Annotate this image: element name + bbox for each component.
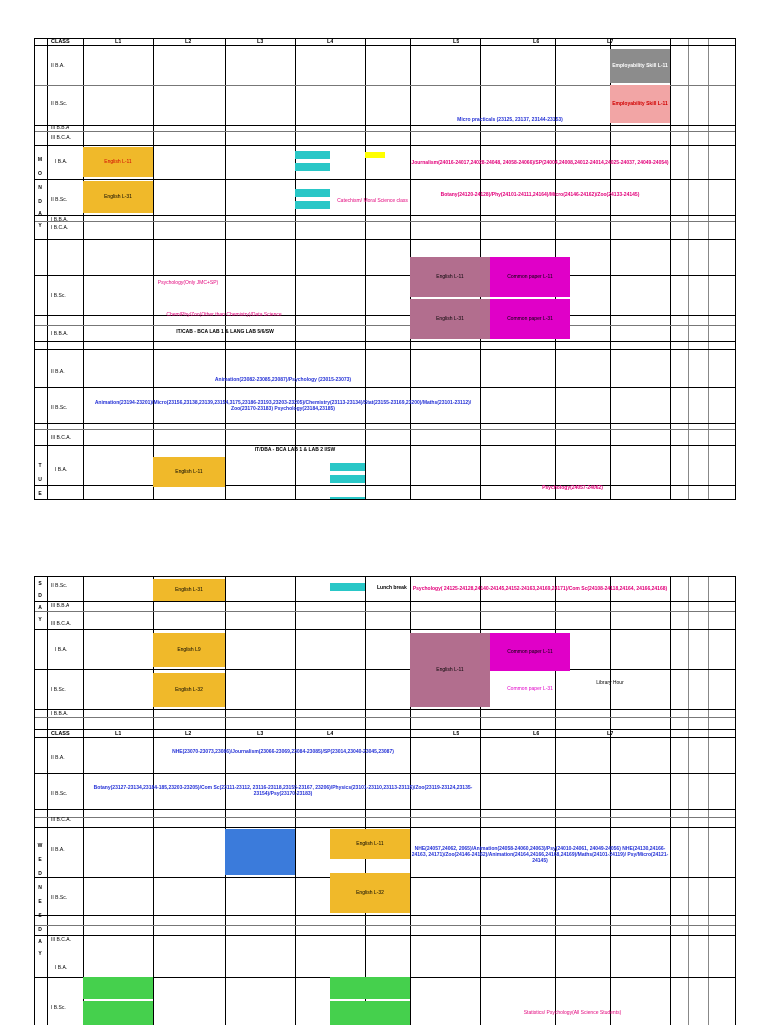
chem-phy-zoo-block: Chem/Phy/Zoo(Other than Chemistry)/Data Science [166, 312, 282, 318]
lab-banner: IT/CAB - BCA LAB 1 & LANG LAB 5/6/SW [176, 329, 274, 335]
grid-line [35, 125, 735, 126]
employability-block: Employability Skill L-11 [610, 49, 670, 83]
employability-block: Employability Skill L-11 [610, 85, 670, 123]
class-label: II B.Sc. [51, 895, 68, 901]
grid-line [47, 39, 48, 499]
class-label: I B.A. [55, 647, 68, 653]
grid-line [35, 145, 735, 146]
english-block: English L-31 [410, 299, 490, 339]
header-l1: L1 [115, 39, 122, 45]
subject-cell [295, 189, 330, 197]
nhe-wed-block: NHE(24057,24062, 2065)/Animation(24058-24060,24063)/Psy(24010-24061, 24049-24056) NHE(24130,24166-24163, 24171)/Zoo(24146-24162)/Animation(24164,24166,24168,24169)/Maths(24101-24119)/ Psy/Micro(24121-24145) [411, 846, 669, 864]
day-letter: D [38, 593, 42, 599]
common-paper-block: Common paper L-11 [490, 257, 570, 297]
subject-cell [83, 1001, 153, 1025]
subject-cell [225, 829, 295, 875]
grid-line [35, 349, 735, 350]
grid-line [610, 577, 611, 1025]
grid-line [35, 429, 735, 430]
timetable-sheet-1 [34, 38, 736, 500]
grid-line [35, 275, 735, 276]
english-block: English L-11 [330, 829, 410, 859]
class-label: III B.C.A. [51, 817, 72, 823]
grid-line [35, 325, 735, 326]
header-l6: L6 [533, 39, 540, 45]
grid-line [47, 577, 48, 1025]
class-label: I B.A. [55, 159, 68, 165]
class-label: I B.B.A. [51, 217, 68, 223]
day-letter: M [37, 157, 43, 163]
class-label: I B.Sc. [51, 293, 66, 299]
day-letter: W [37, 843, 43, 849]
english-block: English L-31 [153, 579, 225, 601]
subject-cell [330, 497, 365, 499]
class-label: I B.B.A. [51, 711, 68, 717]
botany-block: Botany(23127-23134,23184-185,23203-23205)/Com Sc(23111-23112, 23116-23118,23155-23167, 23206)/Physics(23101-23110,23113-23115)/Zoo(23119-23124,23135-23154)/Psy(23170-23183) [93, 785, 473, 797]
grid-line [35, 45, 735, 46]
grid-line [670, 39, 671, 499]
class-label: I B.Sc. [51, 1005, 66, 1011]
grid-line [35, 737, 735, 738]
subject-cell [83, 977, 153, 999]
class-label: II B.Sc. [51, 197, 68, 203]
day-letter: O [38, 171, 42, 177]
header-l4: L4 [327, 39, 334, 45]
subject-cell [365, 152, 385, 158]
header-l4: L4 [327, 731, 334, 737]
class-label: II B.Sc. [51, 583, 68, 589]
day-letter: T [38, 463, 42, 469]
psychology-block: Psychology(Only JMC+SP) [157, 280, 219, 286]
day-letter: E [38, 899, 42, 905]
class-label: III B.C.A. [51, 937, 72, 943]
grid-line [35, 215, 735, 216]
class-label: II B.A. [51, 63, 65, 69]
header-l2: L2 [185, 39, 192, 45]
botany-block: Botany(24120-24128)/Phy(24101-24111,24164)/Micro(24146-24162)/Zoo(24133-24145) [440, 192, 640, 198]
grid-line [688, 577, 689, 1025]
day-letter: A [38, 605, 42, 611]
class-label: II B.A. [51, 847, 65, 853]
grid-line [35, 669, 735, 670]
subject-cell [295, 151, 330, 159]
class-label: I B.Sc. [51, 687, 66, 693]
day-letter: U [38, 477, 42, 483]
class-label: III B.B.A [51, 603, 70, 609]
grid-line [35, 221, 735, 222]
subject-cell [330, 583, 365, 591]
animation-block: Animation(23194-23201)/Micro(23156,23138,23139,23154,3175,23186-23193,23203-23205)/Chemistry(23113-23134)/Stat(23155-23169,23200)/Maths(23101-23112)/ Zoo(23170-23183) Psychology(23184,23185) [94, 400, 472, 412]
class-label: II B.A. [51, 369, 65, 375]
grid-line [35, 717, 735, 718]
header-l2: L2 [185, 731, 192, 737]
day-letter: Y [38, 951, 42, 957]
grid-line [35, 773, 735, 774]
class-label: II B.Sc. [51, 791, 68, 797]
nhe-block: NHE(23070-23073,23086)/Journalism(23066-23069,23084-23085)/SP(23014,23040-23045,23087) [172, 749, 394, 755]
day-letter: D [38, 871, 42, 877]
day-letter: Y [38, 617, 42, 623]
header-l3: L3 [257, 39, 264, 45]
header-class: CLASS [51, 39, 70, 45]
grid-line [708, 39, 709, 499]
english-block: English L-11 [83, 147, 153, 177]
grid-line [35, 729, 735, 730]
grid-line [225, 39, 226, 499]
animation-psychology-banner: Animation(23082-23085,23087)/Psychology (23015-23073) [214, 377, 352, 383]
english-block: English L-32 [330, 873, 410, 913]
grid-line [35, 601, 735, 602]
day-letter: E [38, 857, 42, 863]
day-letter: N [38, 885, 42, 891]
grid-line [35, 611, 735, 612]
grid-line [35, 179, 735, 180]
class-label: III B.C.A. [51, 621, 72, 627]
header-l1: L1 [115, 731, 122, 737]
subject-cell [330, 463, 365, 471]
english-block: English L-11 [410, 257, 490, 297]
class-label: III B.C.A. [51, 135, 72, 141]
day-letter: E [38, 491, 42, 497]
grid-line [35, 925, 735, 926]
grid-line [35, 817, 735, 818]
grid-line [35, 915, 735, 916]
statistics-block: Statistics/ Psychology(All Science Students) [523, 1010, 622, 1016]
grid-line [708, 577, 709, 1025]
day-letter: N [38, 185, 42, 191]
grid-line [670, 577, 671, 1025]
subject-cell [330, 977, 410, 999]
english-block: English L9 [153, 633, 225, 667]
common-paper-block: Common paper L-31 [507, 686, 553, 692]
class-label: III B.C.A. [51, 435, 72, 441]
lab-banner: IT/DBA - BCA LAB 1 & LAB 2 I/SW [254, 447, 336, 453]
header-l7: L7 [607, 39, 614, 45]
english-block: English L-11 [153, 457, 225, 487]
grid-line [35, 709, 735, 710]
grid-line [35, 445, 735, 446]
header-l5: L5 [453, 39, 460, 45]
header-l3: L3 [257, 731, 264, 737]
grid-line [35, 809, 735, 810]
day-letter: D [38, 199, 42, 205]
catechism-block: Catechism/ Moral Science class [337, 198, 408, 204]
grid-line [83, 39, 84, 499]
english-block: English L-31 [83, 181, 153, 213]
day-letter: A [38, 211, 42, 217]
class-label: I B.A. [55, 965, 68, 971]
grid-line [295, 39, 296, 499]
psychology-banner: Psychology(24057-24062) [542, 485, 603, 491]
header-class: CLASS [51, 731, 70, 737]
header-l6: L6 [533, 731, 540, 737]
english-block: English L-32 [153, 673, 225, 707]
journalism-block: Journalism(24016-24017,24028-24048, 24058-24066)/SP(24004,24008,24012-24014,24025-24037, 24049-24054) [411, 160, 669, 166]
grid-line [35, 935, 735, 936]
class-label: I B.A. [55, 467, 68, 473]
micro-practicals-banner: Micro practicals (23125, 23137, 23144-23153) [457, 117, 563, 123]
day-letter: D [38, 927, 42, 933]
common-paper-block: Common paper L-11 [490, 633, 570, 671]
grid-line [35, 341, 735, 342]
subject-cell [295, 201, 330, 209]
class-label: II B.Sc. [51, 101, 68, 107]
common-paper-block: Common paper L-31 [490, 299, 570, 339]
grid-line [35, 827, 735, 828]
grid-line [153, 39, 154, 499]
day-letter: A [38, 939, 42, 945]
psychology-block: Psychology( 24125-24128,24140-24145,24152-24163,24169,24171)/Com Sc(24108-24118,24164, 24166,24168) [412, 586, 668, 592]
header-l7: L7 [607, 731, 614, 737]
library-hour-label: Library Hour [596, 680, 624, 686]
lunch-break-label: Lunch break [377, 585, 407, 591]
grid-line [365, 39, 366, 499]
grid-line [35, 423, 735, 424]
grid-line [35, 629, 735, 630]
class-label: III B.B.A [51, 125, 70, 131]
timetable-sheet-2 [34, 576, 736, 1025]
day-letter: S [38, 581, 42, 587]
grid-line [35, 239, 735, 240]
english-block: English L-11 [410, 633, 490, 707]
grid-line [35, 131, 735, 132]
subject-cell [330, 1001, 410, 1025]
class-label: I B.B.A. [51, 331, 68, 337]
day-letter: Y [38, 223, 42, 229]
grid-line [688, 39, 689, 499]
grid-line [35, 387, 735, 388]
day-letter: S [38, 913, 42, 919]
subject-cell [330, 475, 365, 483]
class-label: II B.A. [51, 755, 65, 761]
subject-cell [295, 163, 330, 171]
header-l5: L5 [453, 731, 460, 737]
class-label: I B.C.A. [51, 225, 69, 231]
class-label: II B.Sc. [51, 405, 68, 411]
